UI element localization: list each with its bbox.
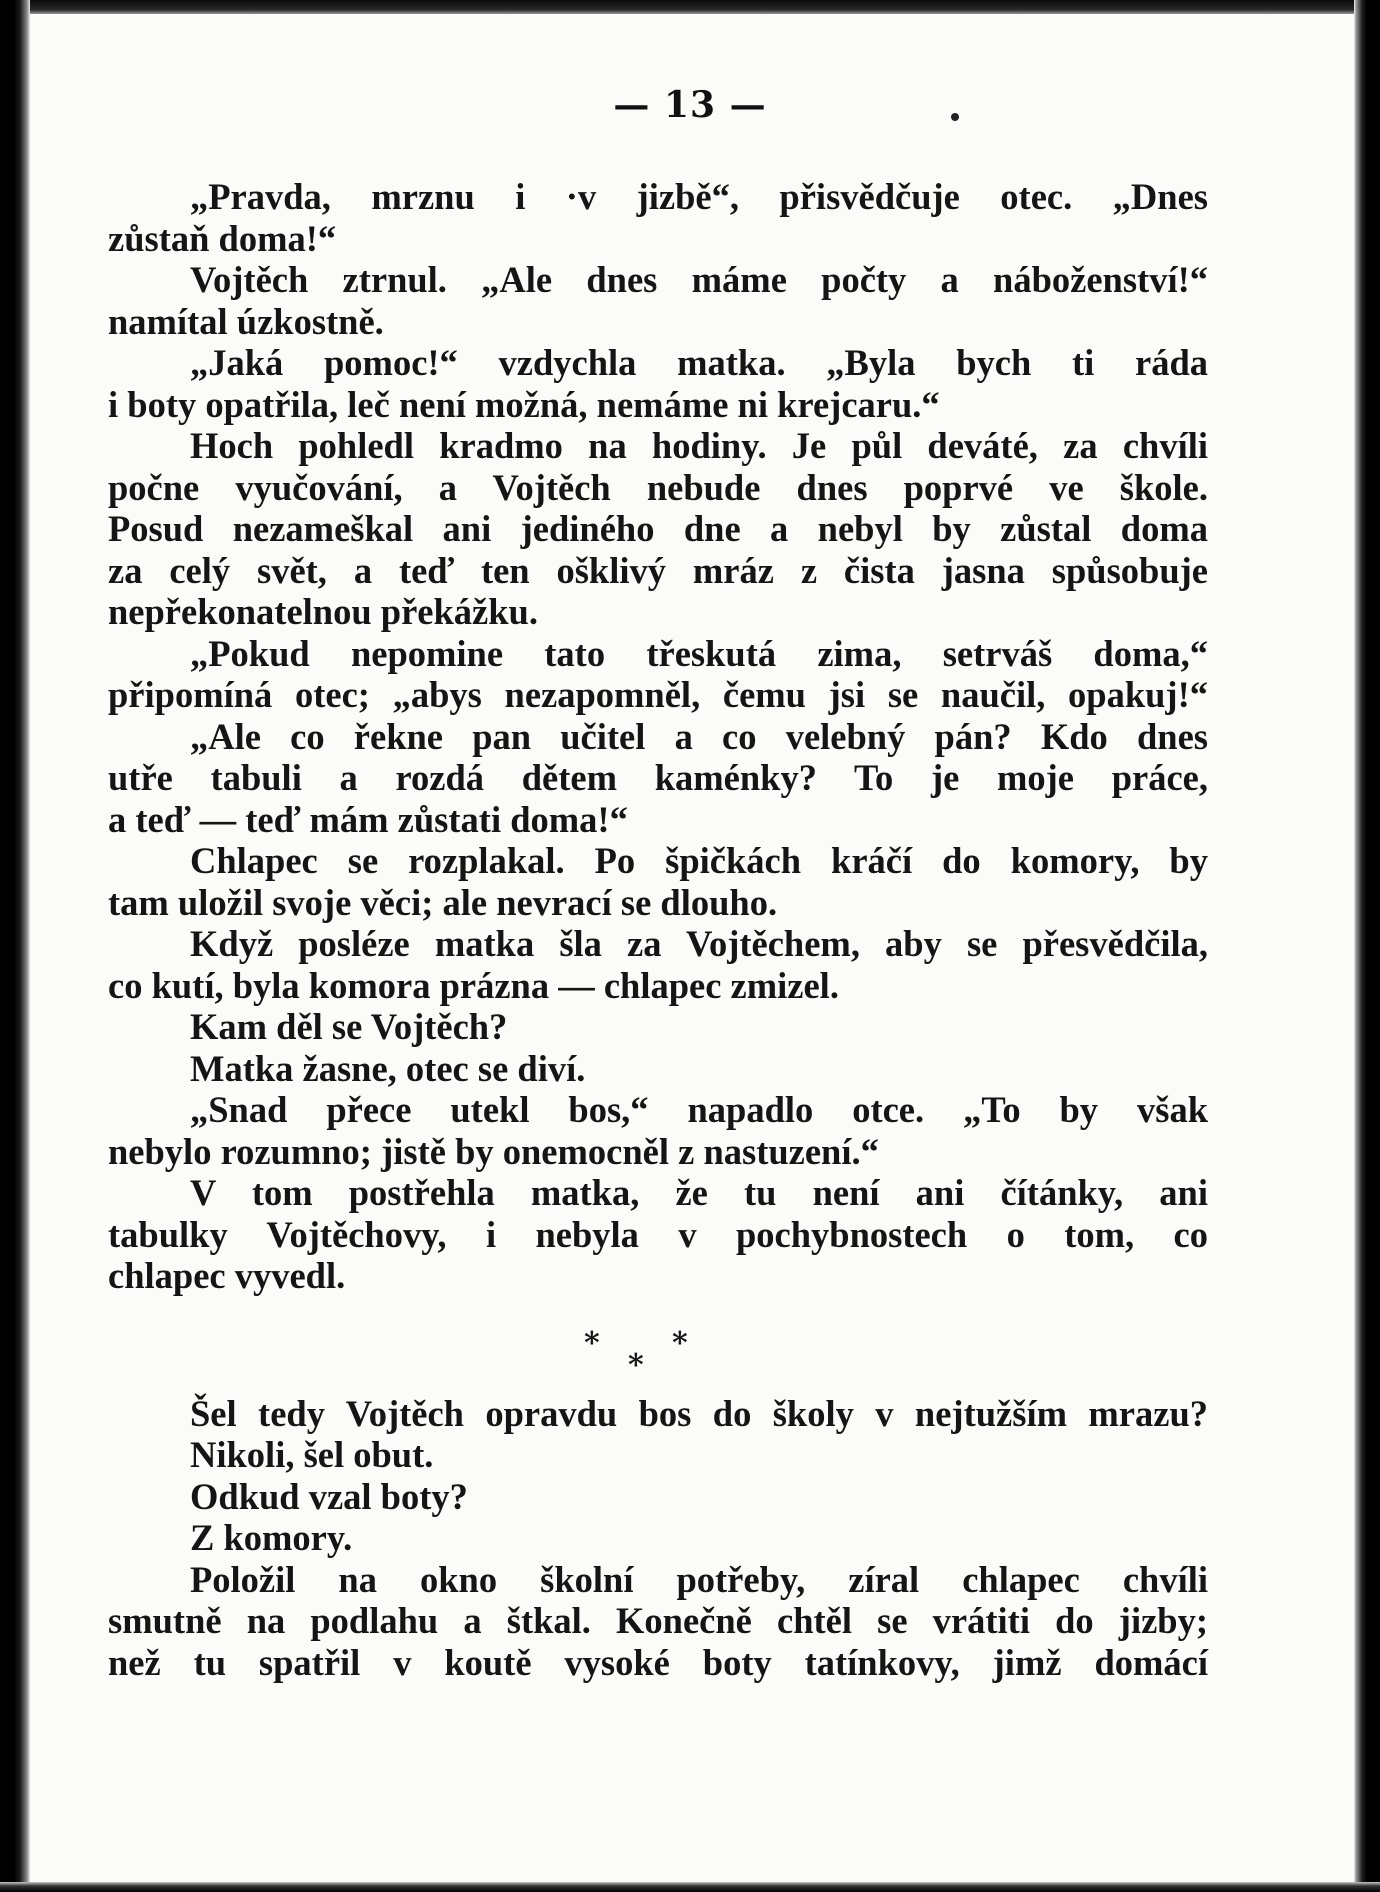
text-line: „Ale co řekne pan učitel a co velebný pán? Kdo dnes (190, 715, 1208, 757)
separator-star-left: * (584, 1325, 600, 1361)
text-block-1 (108, 176, 1208, 1297)
text-line: Šel tedy Vojtěch opravdu bos do školy v nejtužším mrazu? (190, 1392, 1208, 1434)
scan-edge-top (0, 0, 1380, 14)
text-line: Posud nezameškal ani jediného dne a nebyl by zůstal doma (108, 508, 1208, 549)
text-line: zůstaň doma!“ (108, 217, 337, 259)
text-line: Vojtěch ztrnul. „Ale dnes máme počty a náboženství!“ (190, 259, 1208, 300)
separator-star-right: * (672, 1325, 688, 1361)
text-line: nepřekonatelnou překážku. (108, 591, 538, 632)
text-line: co kutí, byla komora prázna — chlapec zmizel. (108, 964, 839, 1006)
text-line: Matka žasne, otec se diví. (190, 1047, 586, 1089)
text-line: a teď — teď mám zůstati doma!“ (108, 798, 628, 840)
text-line: počne vyučování, a Vojtěch nebude dnes poprvé ve škole. (108, 466, 1208, 508)
text-line: Z komory. (190, 1517, 353, 1558)
text-line: i boty opatřila, leč není možná, nemáme ni krejcaru.“ (108, 383, 940, 425)
section-separator (108, 1297, 1208, 1393)
separator-star-center: * (628, 1347, 644, 1383)
text-line: nebylo rozumno; jistě by onemocněl z nastuzení.“ (108, 1130, 879, 1172)
text-line: Když posléze matka šla za Vojtěchem, aby se přesvědčila, (190, 923, 1208, 964)
text-line: „Jaká pomoc!“ vzdychla matka. „Byla bych ti ráda (190, 342, 1208, 383)
text-line: Nikoli, šel obut. (190, 1434, 434, 1475)
text-line: připomíná otec; „abys nezapomněl, čemu jsi se naučil, opakuj!“ (108, 674, 1208, 715)
text-line: Hoch pohledl kradmo na hodiny. Je půl deváté, za chvíli (190, 425, 1208, 466)
text-line: než tu spatřil v koutě vysoké boty tatínkovy, jimž domácí (108, 1641, 1208, 1683)
text-line: smutně na podlahu a štkal. Konečně chtěl se vrátiti do jizby; (108, 1600, 1208, 1641)
scan-edge-bottom (0, 1882, 1380, 1892)
text-line: tabulky Vojtěchovy, i nebyla v pochybnostech o tom, co (108, 1213, 1208, 1255)
text-line: namítal úzkostně. (108, 300, 384, 342)
page-number: — 13 — (613, 84, 767, 126)
scan-edge-right (1354, 0, 1380, 1892)
body-text (108, 176, 1208, 1683)
text-line: V tom postřehla matka, že tu není ani čítánky, ani (190, 1172, 1208, 1213)
text-line: Položil na okno školní potřeby, zíral chlapec chvíli (190, 1558, 1208, 1600)
ink-speck (951, 113, 959, 121)
text-line: za celý svět, a teď ten ošklivý mráz z čista jasna spůsobuje (108, 549, 1208, 591)
text-line: „Pravda, mrznu i ·v jizbě“, přisvědčuje otec. „Dnes (190, 176, 1208, 217)
text-line: chlapec vyvedl. (108, 1255, 346, 1296)
scan-edge-left (0, 0, 30, 1892)
text-line: Chlapec se rozplakal. Po špičkách kráčí do komory, by (190, 840, 1208, 881)
text-line: utře tabuli a rozdá dětem kaménky? To je moje práce, (108, 757, 1208, 798)
text-line: Kam děl se Vojtěch? (190, 1006, 508, 1047)
text-line: „Snad přece utekl bos,“ napadlo otce. „To by však (190, 1089, 1208, 1130)
text-block-2 (108, 1393, 1208, 1684)
text-line: „Pokud nepomine tato třeskutá zima, setrváš doma,“ (190, 632, 1208, 674)
text-line: Odkud vzal boty? (190, 1475, 468, 1517)
text-line: tam uložil svoje věci; ale nevrací se dlouho. (108, 881, 778, 923)
